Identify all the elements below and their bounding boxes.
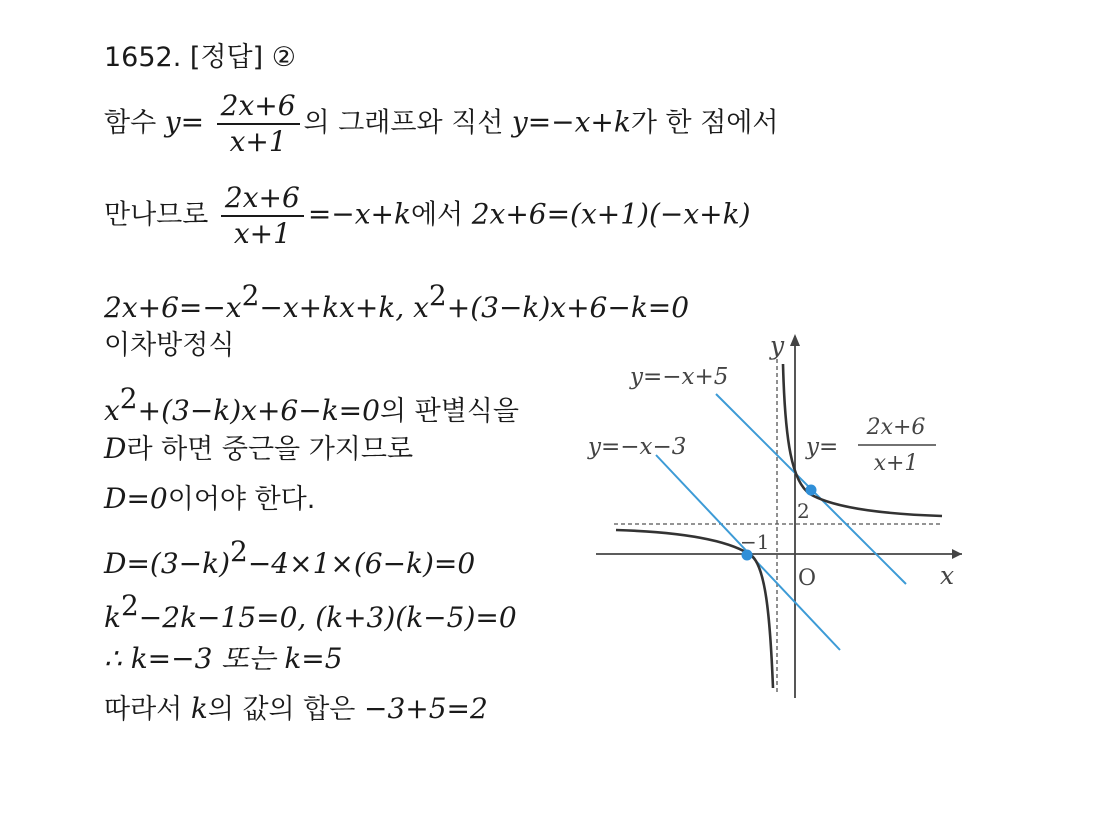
math-equation: 2x+6=(x+1)(−x+k) — [471, 197, 751, 231]
text-therefore: 따라서 — [104, 694, 183, 725]
solution-line-2 — [104, 181, 751, 250]
line1-label: y=−x+5 — [630, 364, 729, 390]
math-line-eq: y=−x+k — [511, 105, 631, 139]
graph-figure — [580, 322, 970, 702]
math-conclusion: ∴ k=−3 또는 k=5 — [104, 642, 343, 675]
solution-line-4: 이차방정식 — [104, 330, 235, 361]
origin-label: O — [798, 566, 817, 591]
text-double-root: 라 하면 중근을 가지므로 — [126, 434, 414, 465]
math-part: x — [104, 394, 120, 427]
tick-label-2: 2 — [797, 499, 810, 523]
fraction-denominator: x+1 — [233, 217, 291, 250]
math-D: D — [104, 432, 127, 465]
x-axis-label: x — [940, 561, 955, 590]
math-part: D=(3−k) — [104, 547, 230, 580]
line2-label: y=−x−3 — [588, 434, 687, 460]
math-part: k — [104, 601, 121, 634]
fraction-numerator: 2x+6 — [217, 92, 300, 125]
math-k: k — [190, 692, 208, 725]
answer-value: ② — [271, 42, 296, 73]
text-so-meet: 만나므로 — [104, 199, 209, 231]
text-function: 함수 — [104, 107, 157, 139]
solution-line-6 — [104, 432, 414, 465]
curve-label-numerator: 2x+6 — [866, 415, 926, 440]
math-part: +(3−k)x+6−k=0 — [446, 291, 690, 324]
problem-header — [104, 44, 296, 71]
text-from: 에서 — [410, 199, 464, 231]
text-must-be: 이어야 한다. — [167, 484, 316, 515]
math-part: −2k−15=0, (k+3)(k−5)=0 — [138, 601, 517, 634]
math-rhs: =−x+k — [307, 197, 411, 231]
solution-line-5: $x^2+(3-k)x+6-k=0$의 판별식을 — [104, 382, 519, 427]
text-meet-one-point: 가 한 점에서 — [630, 107, 779, 139]
math-part: +(3−k)x+6−k=0 — [137, 394, 380, 427]
text-discriminant: 의 판별식을 — [379, 396, 519, 427]
solution-line-1 — [104, 89, 779, 158]
math-y: y — [164, 105, 181, 139]
y-axis-arrow — [790, 334, 800, 346]
math-sum: −3+5=2 — [363, 692, 488, 725]
tick-label-neg1: −1 — [740, 530, 770, 554]
curve-label-denominator: x+1 — [873, 451, 919, 476]
problem-number: 1652. — [104, 42, 182, 73]
curve-label-y: y= — [806, 434, 839, 460]
tangent-point-right — [806, 485, 817, 496]
solution-line-8: $D=(3-k)^2-4\times 1\times(6-k)=0$ — [104, 535, 476, 580]
solution-line-3: $2x+6=-x^2-x+kx+k$, $x^2+(3-k)x+6-k=0$ — [104, 279, 690, 324]
x-axis-arrow — [952, 549, 962, 559]
math-part: −4×1×(6−k)=0 — [247, 547, 476, 580]
solution-line-7 — [104, 482, 316, 515]
answer-label: [정답] — [189, 42, 264, 73]
fraction-numerator: 2x+6 — [221, 184, 304, 217]
text-graph-and-line: 의 그래프와 직선 — [303, 107, 504, 139]
y-axis-label: y — [770, 331, 785, 360]
math-D-zero: D=0 — [104, 482, 168, 515]
solution-line-9: $k^2-2k-15=0$, (k+3)(k−5)=0 — [104, 589, 517, 634]
math-eq: = — [180, 105, 205, 139]
fraction — [221, 181, 304, 250]
fraction — [217, 89, 300, 158]
math-part: 2x+6=−x — [104, 291, 242, 324]
solution-line-10 — [104, 642, 343, 675]
text-sum-of-values: 의 값의 합은 — [207, 694, 356, 725]
math-part: −x+kx+k, x — [259, 291, 429, 324]
fraction-denominator: x+1 — [229, 125, 287, 158]
solution-line-11 — [104, 692, 488, 725]
